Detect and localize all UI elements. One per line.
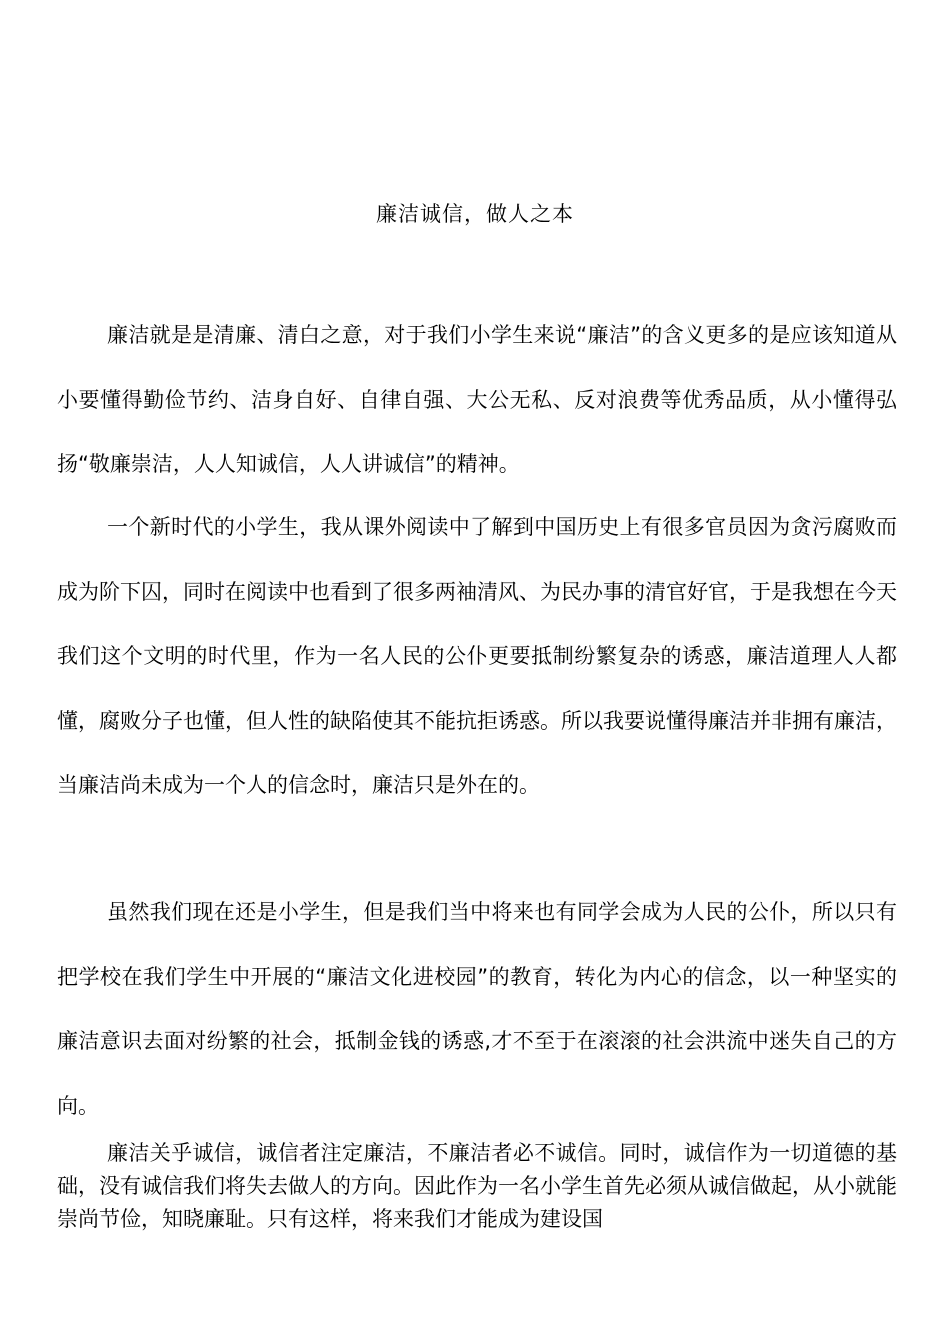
paragraph-future-servants: 虽然我们现在还是小学生，但是我们当中将来也有同学会成为人民的公仆，所以只有把学校在我们学生中开展的“廉洁文化进校园”的教育，转化为内心的信念，以一种坚实的廉洁意识去面对纷繁的社会，抵制金钱的诱惑,才不至于在滚滚的社会洪流中迷失自己的方向。 bbox=[57, 900, 897, 1118]
paragraph-history-reading: 一个新时代的小学生，我从课外阅读中了解到中国历史上有很多官员因为贪污腐败而成为阶下囚，同时在阅读中也看到了很多两袖清风、为民办事的清官好官，于是我想在今天我们这个文明的时代里，作为一名人民的公仆更要抵制纷繁复杂的诱惑，廉洁道理人人都懂，腐败分子也懂，但人性的缺陷使其不能抗拒诱惑。所以我要说懂得廉洁并非拥有廉洁，当廉洁尚未成为一个人的信念时，廉洁只是外在的。 bbox=[57, 515, 897, 797]
document-title: 廉洁诚信，做人之本 bbox=[376, 202, 574, 226]
paragraph-integrity-meaning: 廉洁就是是清廉、清白之意，对于我们小学生来说“廉洁”的含义更多的是应该知道从小要懂得勤俭节约、洁身自好、自律自强、大公无私、反对浪费等优秀品质，从小懂得弘扬“敬廉崇洁，人人知诚信，人人讲诚信”的精神。 bbox=[57, 323, 897, 476]
paragraph-honesty-foundation: 廉洁关乎诚信，诚信者注定廉洁，不廉洁者必不诚信。同时，诚信作为一切道德的基础，没有诚信我们将失去做人的方向。因此作为一名小学生首先必须从诚信做起，从小就能崇尚节俭，知晓廉耻。只有这样，将来我们才能成为建设国 bbox=[57, 1141, 897, 1231]
